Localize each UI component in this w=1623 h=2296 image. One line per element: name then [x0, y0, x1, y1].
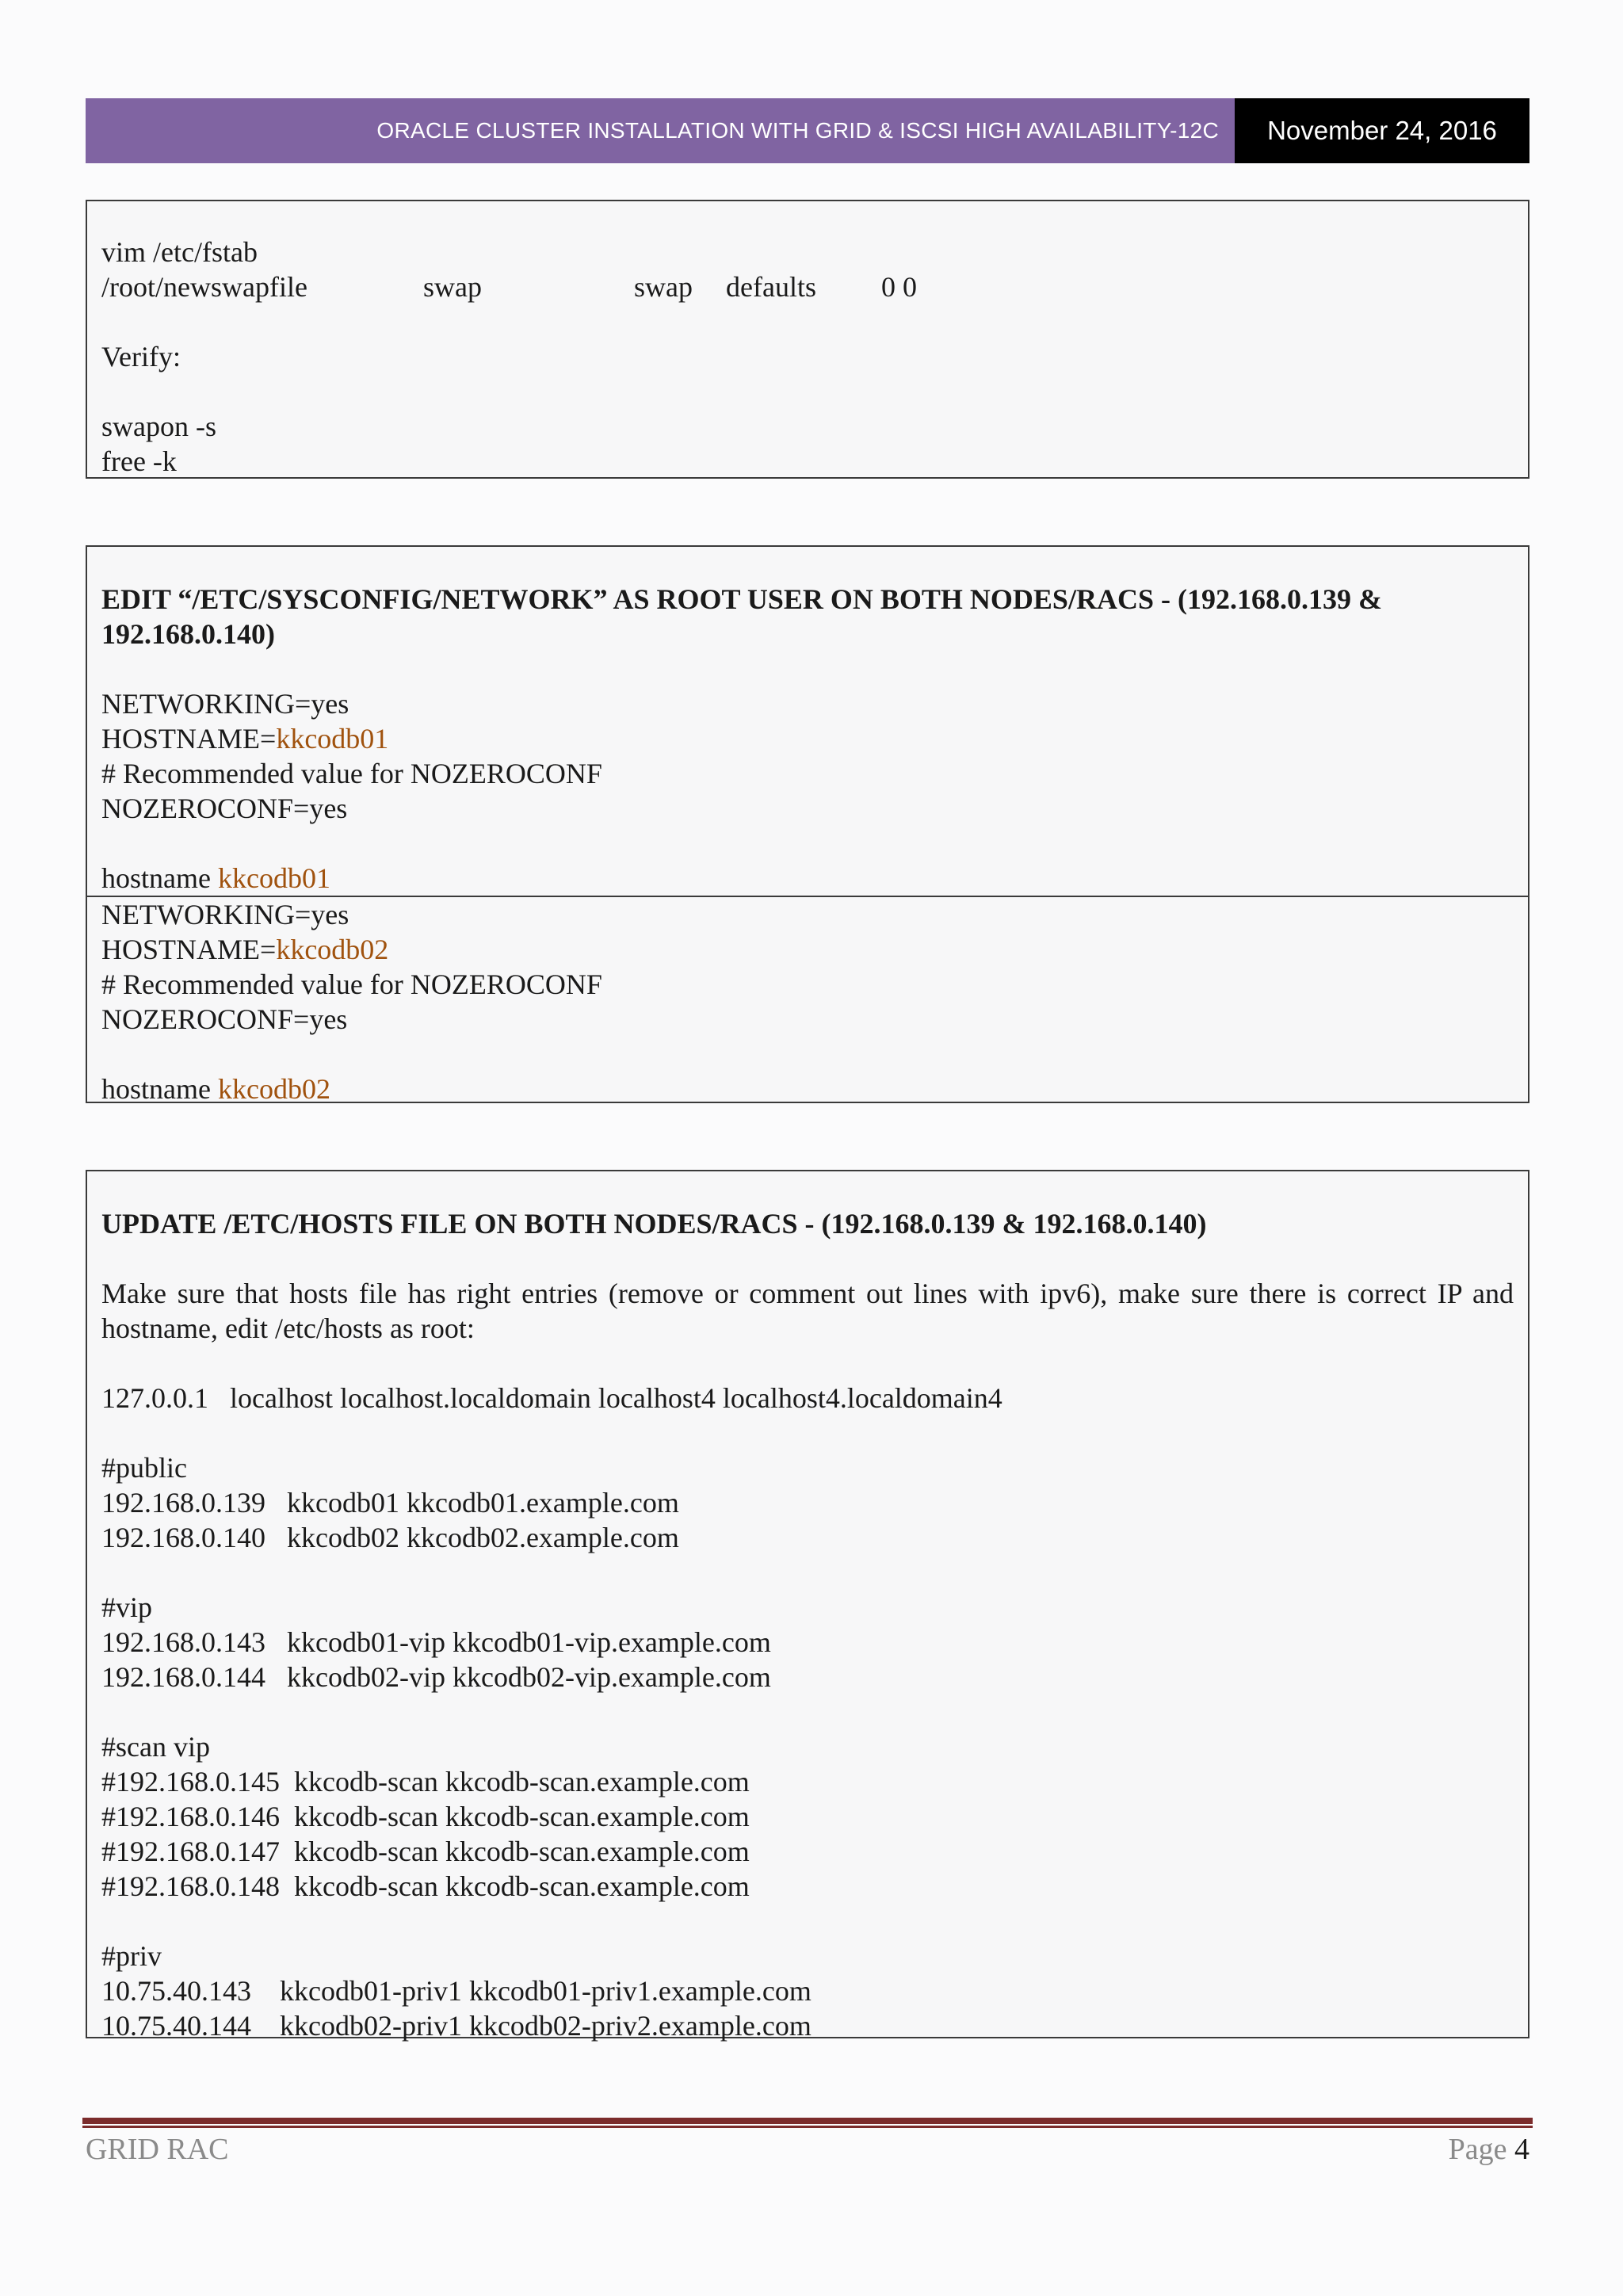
node2-networking: NETWORKING=yes — [101, 899, 349, 930]
document-title: ORACLE CLUSTER INSTALLATION WITH GRID & ISCSI HIGH AVAILABILITY-12C — [86, 98, 1235, 163]
node2-hostname-key: HOSTNAME= — [101, 934, 277, 965]
fstab-type: swap — [634, 271, 693, 303]
node1-hostname-cmd-value: kkcodb01 — [217, 862, 330, 894]
scan-entry: #192.168.0.146 kkcodb-scan kkcodb-scan.example.com — [101, 1801, 750, 1832]
document-date: November 24, 2016 — [1235, 98, 1529, 163]
vip-entry: 192.168.0.143 kkcodb01-vip kkcodb01-vip.example.com — [101, 1626, 771, 1658]
scan-entry: #192.168.0.145 kkcodb-scan kkcodb-scan.example.com — [101, 1766, 750, 1797]
fstab-box — [86, 200, 1529, 479]
public-entry: 192.168.0.140 kkcodb02 kkcodb02.example.com — [101, 1522, 679, 1553]
fstab-command: vim /etc/fstab — [101, 236, 258, 268]
scan-entry: #192.168.0.148 kkcodb-scan kkcodb-scan.example.com — [101, 1870, 750, 1902]
footer-rule-thick — [82, 2118, 1533, 2124]
network-box — [86, 545, 1529, 1103]
node2-comment: # Recommended value for NOZEROCONF — [101, 968, 602, 1000]
priv-entry: 10.75.40.144 kkcodb02-priv1 kkcodb02-priv2.example.com — [101, 2010, 812, 2042]
scan-label: #scan vip — [101, 1731, 210, 1763]
free-command: free -k — [101, 445, 177, 477]
node2-hostname-cmd: hostname — [101, 1073, 218, 1105]
node2-hostname-command — [101, 1072, 1514, 1106]
node1-comment: # Recommended value for NOZEROCONF — [101, 758, 602, 789]
node2-hostname-line — [101, 932, 1514, 967]
verify-label: Verify: — [101, 341, 181, 372]
page-header — [86, 98, 1529, 163]
node2-hostname-value: kkcodb02 — [276, 934, 389, 965]
footer-title: GRID RAC — [86, 2133, 229, 2166]
node1-hostname-line — [101, 721, 1514, 756]
hosts-box — [86, 1170, 1529, 2042]
node1-hostname-command — [101, 861, 1514, 896]
page-label: Page — [1448, 2133, 1514, 2166]
node2-hostname-cmd-value: kkcodb02 — [217, 1073, 330, 1105]
fstab-options: defaults — [726, 271, 816, 303]
vip-entry: 192.168.0.144 kkcodb02-vip kkcodb02-vip.example.com — [101, 1661, 771, 1693]
page-number: 4 — [1514, 2133, 1529, 2166]
localhost-entry: 127.0.0.1 localhost localhost.localdomain localhost4 localhost4.localdomain4 — [101, 1382, 1002, 1414]
vip-label: #vip — [101, 1591, 153, 1623]
network-heading: EDIT “/ETC/SYSCONFIG/NETWORK” AS ROOT USER ON BOTH NODES/RACS - (192.168.0.139 & 192.168.0.140) — [101, 583, 1382, 650]
hosts-intro: Make sure that hosts file has right entries (remove or comment out lines with ipv6), make sure there is correct IP and hostname, edit /etc/hosts as root: — [101, 1278, 1514, 1344]
fstab-entry — [101, 269, 1514, 304]
hosts-heading: UPDATE /ETC/HOSTS FILE ON BOTH NODES/RACS - (192.168.0.139 & 192.168.0.140) — [101, 1208, 1207, 1240]
node1-networking: NETWORKING=yes — [101, 688, 349, 720]
node1-hostname-value: kkcodb01 — [276, 723, 389, 755]
footer-rule-thin — [82, 2126, 1533, 2128]
page-number-area — [1449, 2132, 1529, 2167]
node2-nozeroconf: NOZEROCONF=yes — [101, 1003, 348, 1035]
node1-hostname-key: HOSTNAME= — [101, 723, 277, 755]
fstab-device: /root/newswapfile — [101, 271, 307, 303]
fstab-mount: swap — [423, 271, 482, 303]
scan-entry: #192.168.0.147 kkcodb-scan kkcodb-scan.example.com — [101, 1836, 750, 1867]
node1-hostname-cmd: hostname — [101, 862, 218, 894]
public-label: #public — [101, 1452, 187, 1484]
swapon-command: swapon -s — [101, 411, 216, 442]
fstab-dump-pass: 0 0 — [881, 271, 917, 303]
priv-entry: 10.75.40.143 kkcodb01-priv1 kkcodb01-priv1.example.com — [101, 1975, 812, 2007]
node1-nozeroconf: NOZEROCONF=yes — [101, 793, 348, 824]
priv-label: #priv — [101, 1940, 162, 1972]
public-entry: 192.168.0.139 kkcodb01 kkcodb01.example.com — [101, 1487, 679, 1519]
